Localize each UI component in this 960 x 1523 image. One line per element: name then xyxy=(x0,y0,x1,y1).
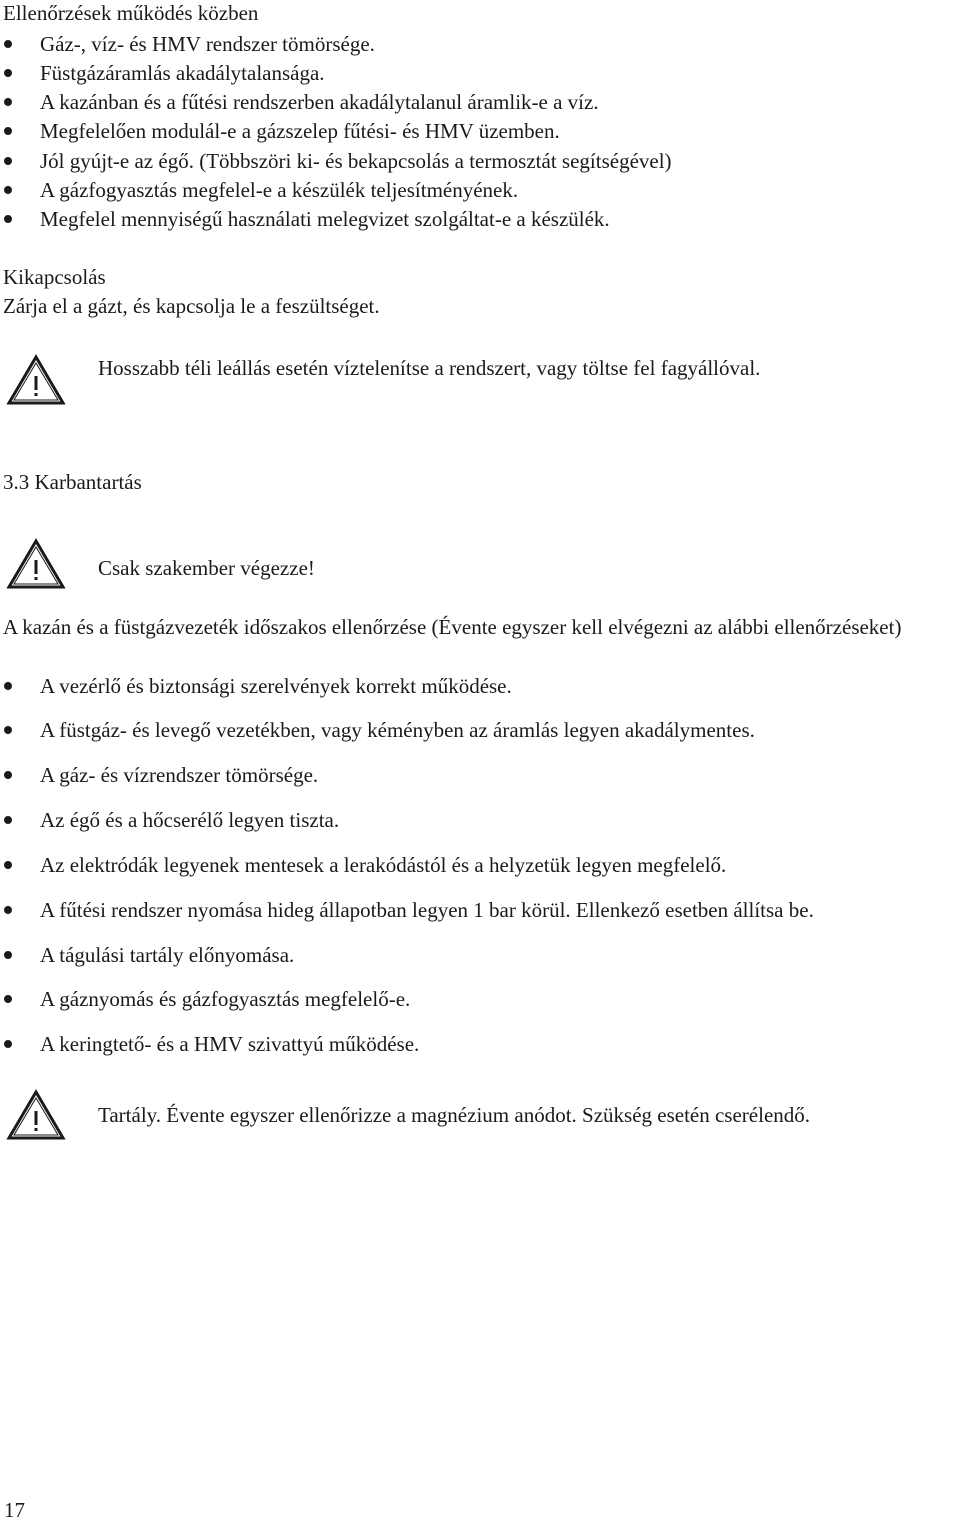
bullet xyxy=(4,69,12,77)
list-item: A kazánban és a fűtési rendszerben akadálytalanul áramlik-e a víz. xyxy=(40,90,599,114)
list-item: A gázfogyasztás megfelel-e a készülék teljesítményének. xyxy=(40,178,519,202)
list-item: A gáz- és vízrendszer tömörsége. xyxy=(40,763,319,787)
bullet xyxy=(4,157,12,165)
bullet xyxy=(4,40,12,48)
bullet xyxy=(4,215,12,223)
bullet xyxy=(4,771,12,779)
bullet xyxy=(4,951,12,959)
bullet xyxy=(4,98,12,106)
warning-triangle-icon xyxy=(6,538,66,590)
winter-warning-text: Hosszabb téli leállás esetén víztelenítse a rendszert, vagy töltse fel fagyállóval. xyxy=(98,356,761,380)
bullet xyxy=(4,816,12,824)
list-item: A fűtési rendszer nyomása hideg állapotban legyen 1 bar körül. Ellenkező esetben állítsa be. xyxy=(40,898,814,922)
list-item: A tágulási tartály előnyomása. xyxy=(40,943,295,967)
page-number: 17 xyxy=(4,1498,25,1522)
warning-triangle-icon xyxy=(6,354,66,406)
bullet xyxy=(4,995,12,1003)
bullet xyxy=(4,682,12,690)
shutdown-text: Zárja el a gázt, és kapcsolja le a feszültséget. xyxy=(3,294,380,318)
bullet xyxy=(4,726,12,734)
list-item: Az égő és a hőcserélő legyen tiszta. xyxy=(40,808,340,832)
tank-warning-text: Tartály. Évente egyszer ellenőrizze a magnézium anódot. Szükség esetén cserélendő. xyxy=(98,1103,811,1127)
bullet xyxy=(4,1040,12,1048)
bullet xyxy=(4,186,12,194)
list-item: Megfelel mennyiségű használati melegvizet szolgáltat-e a készülék. xyxy=(40,207,610,231)
list-item: A gáznyomás és gázfogyasztás megfelelő-e. xyxy=(40,987,411,1011)
section-title-checks: Ellenőrzések működés közben xyxy=(3,1,259,25)
list-item: Gáz-, víz- és HMV rendszer tömörsége. xyxy=(40,32,375,56)
list-item: Jól gyújt-e az égő. (Többszöri ki- és bekapcsolás a termosztát segítségével) xyxy=(40,149,672,173)
list-item: A füstgáz- és levegő vezetékben, vagy kéményben az áramlás legyen akadálymentes. xyxy=(40,718,755,742)
list-item: A keringtető- és a HMV szivattyú működése. xyxy=(40,1032,420,1056)
bullet xyxy=(4,906,12,914)
section-title-shutdown: Kikapcsolás xyxy=(3,265,106,289)
list-item: Füstgázáramlás akadálytalansága. xyxy=(40,61,325,85)
bullet xyxy=(4,127,12,135)
maintenance-intro: A kazán és a füstgázvezeték időszakos ellenőrzése (Évente egyszer kell elvégezni az alábbi ellenőrzéseket) xyxy=(3,615,902,639)
specialist-warning-text: Csak szakember végezze! xyxy=(98,556,315,580)
list-item: Megfelelően modulál-e a gázszelep fűtési- és HMV üzemben. xyxy=(40,119,560,143)
bullet xyxy=(4,861,12,869)
section-title-maintenance: 3.3 Karbantartás xyxy=(3,470,142,494)
list-item: A vezérlő és biztonsági szerelvények korrekt működése. xyxy=(40,674,512,698)
warning-triangle-icon xyxy=(6,1089,66,1141)
list-item: Az elektródák legyenek mentesek a lerakódástól és a helyzetük legyen megfelelő. xyxy=(40,853,727,877)
